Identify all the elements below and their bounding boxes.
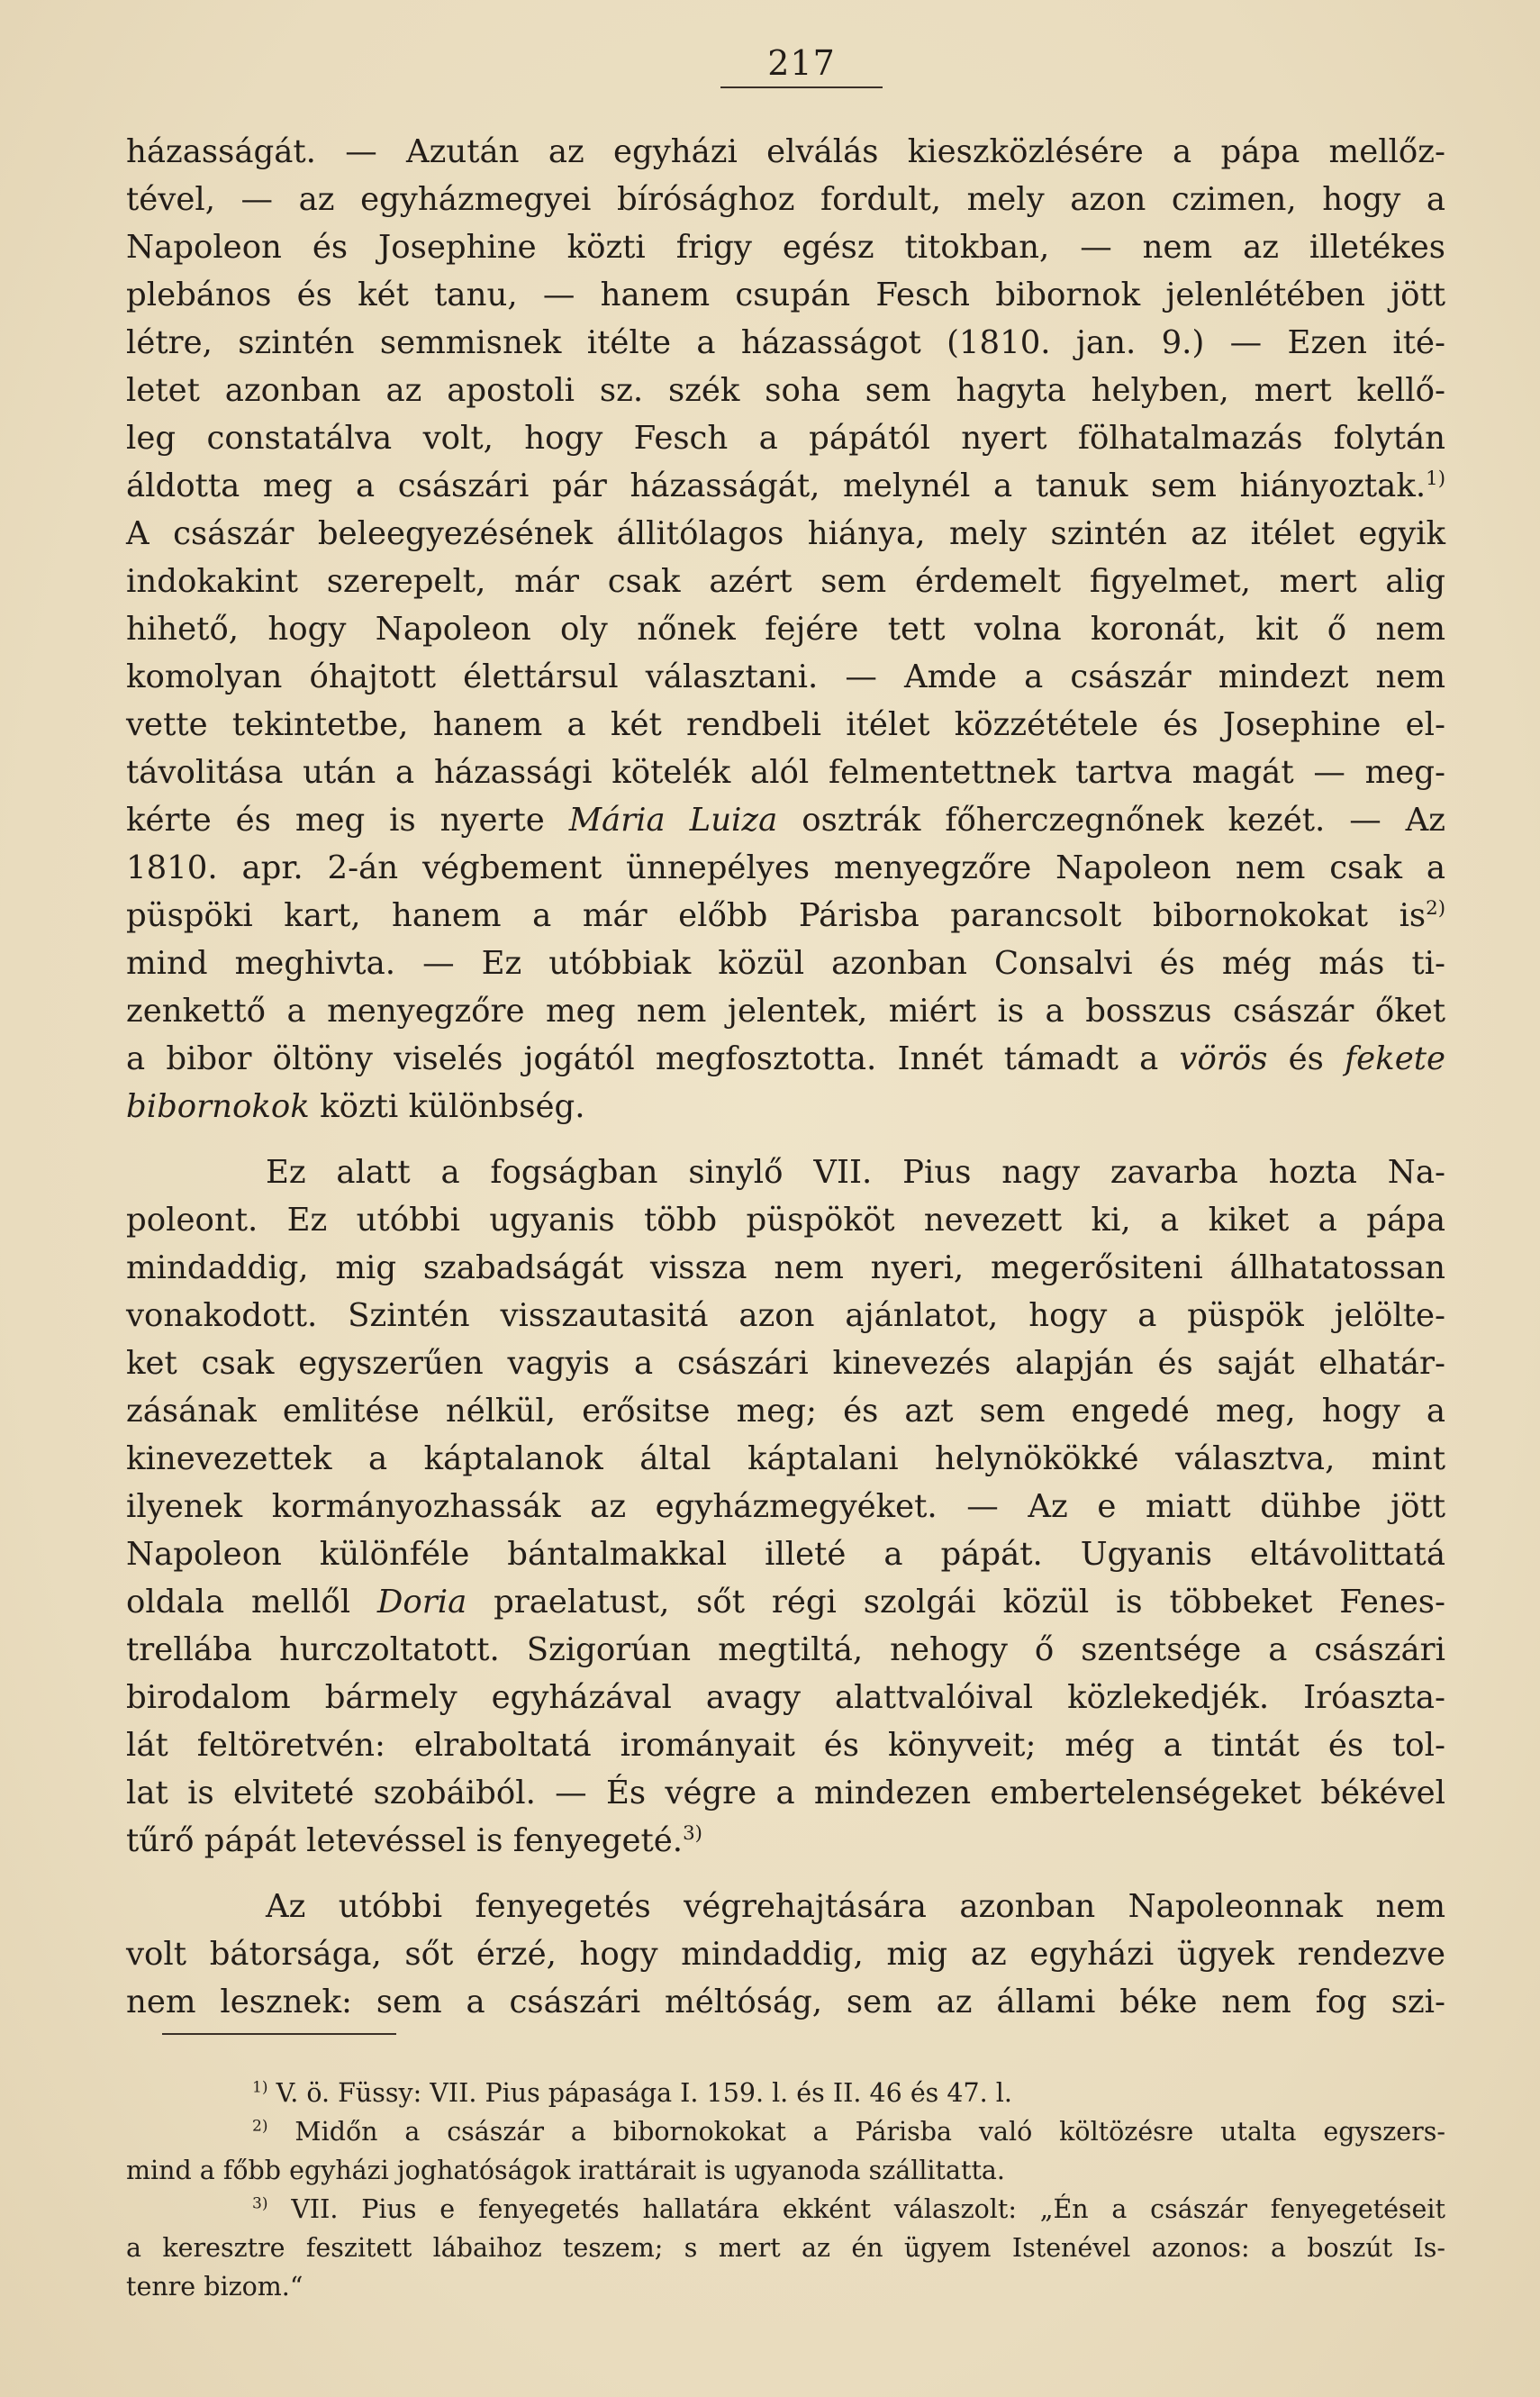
text-line	[126, 892, 1445, 940]
text-run: osztrák főherczegnőnek kezét. — Az	[802, 802, 1445, 839]
text-line: plebános és két tanu, — hanem csupán Fesch bibornok jelenlétében jött	[126, 277, 1445, 313]
italic-word: fekete	[1345, 1040, 1445, 1077]
footnote-line: a keresztre feszitett lábaihoz teszem; s mert az én ügyem Istenével azonos: a boszút Is-	[126, 2233, 1445, 2263]
text-line: létre, szintén semmisnek itélte a házasságot (1810. jan. 9.) — Ezen ité-	[126, 324, 1445, 361]
text-line: komolyan óhajtott élettársul választani. — Amde a császár mindezt nem	[126, 658, 1445, 695]
header-rule	[720, 86, 883, 88]
text-line: indokakint szerepelt, már csak azért sem érdemelt figyelmet, mert alig	[126, 563, 1445, 600]
text-line	[126, 1083, 1445, 1130]
footnote-rule	[162, 2033, 396, 2035]
text-line: volt bátorsága, sőt érzé, hogy mindaddig, mig az egyházi ügyek rendezve	[126, 1936, 1445, 1973]
text-line: ket csak egyszerűen vagyis a császári kinevezés alapján és saját elhatár-	[126, 1345, 1445, 1382]
text-line: birodalom bármely egyházával avagy alattvalóival közlekedjék. Iróaszta-	[126, 1679, 1445, 1716]
italic-word: bibornokok	[126, 1088, 310, 1125]
italic-word: vörös	[1179, 1040, 1268, 1077]
text-line: leg constatálva volt, hogy Fesch a pápától nyert fölhatalmazás folytán	[126, 420, 1445, 457]
text-line: kinevezettek a káptalanok által káptalani helynökökké választva, mint	[126, 1440, 1445, 1477]
footnote-ref-3: 3)	[683, 1822, 702, 1846]
text-run: közti különbség.	[320, 1088, 585, 1125]
footnote-mark: 3)	[252, 2194, 268, 2213]
footnote-text: VII. Pius e fenyegetés hallatára ekként válaszolt: „Én a császár fenyegetéseit	[291, 2194, 1445, 2224]
text-line	[126, 1035, 1445, 1083]
text-line: 1810. apr. 2-án végbement ünnepélyes menyegzőre Napoleon nem csak a	[126, 849, 1445, 886]
text-line: Napoleon és Josephine közti frigy egész titokban, — nem az illetékes	[126, 229, 1445, 266]
text-run: tűrő pápát letevéssel is fenyegeté.	[126, 1822, 684, 1859]
text-line: Ez alatt a fogságban sinylő VII. Pius nagy zavarba hozta Na-	[266, 1154, 1445, 1191]
body-text	[126, 128, 1445, 2026]
text-line: lát feltöretvén: elraboltatá irományait és könyveit; még a tintát és tol-	[126, 1727, 1445, 1764]
text-line: mind meghivta. — Ez utóbbiak közül azonban Consalvi és még más ti-	[126, 945, 1445, 982]
text-line: tével, — az egyházmegyei bírósághoz fordult, mely azon czimen, hogy a	[126, 181, 1445, 218]
text-line: poleont. Ez utóbbi ugyanis több püspököt nevezett ki, a kiket a pápa	[126, 1202, 1445, 1239]
footnote-line: tenre bizom.“	[126, 2272, 303, 2302]
footnote-3	[126, 2190, 1445, 2306]
text-line	[126, 1578, 1445, 1626]
text-line: mindaddig, mig szabadságát vissza nem nyeri, megerősiteni állhatatossan	[126, 1249, 1445, 1286]
text-line: lat is elviteté szobáiból. — És végre a mindezen embertelenségeket békével	[126, 1775, 1445, 1811]
text-line: trellába hurczoltatott. Szigorúan megtiltá, nehogy ő szentsége a császári	[126, 1631, 1445, 1668]
footnote-ref-1: 1)	[1426, 468, 1445, 491]
footnote-line: mind a főbb egyházi joghatóságok irattárait is ugyanoda szállitatta.	[126, 2156, 1005, 2185]
text-line	[126, 462, 1445, 510]
paragraph-3	[126, 1883, 1445, 2026]
text-line: vette tekintetbe, hanem a két rendbeli itélet közzététele és Josephine el-	[126, 706, 1445, 743]
footnote-line	[126, 2112, 1445, 2151]
text-run: kérte és meg is nyerte	[126, 802, 545, 839]
footnote-text: Midőn a császár a bibornokokat a Párisba való költözésre utalta egyszers-	[294, 2117, 1445, 2147]
footnote-2	[126, 2112, 1445, 2190]
footnote-line	[126, 2190, 1445, 2229]
text-line: ilyenek kormányozhassák az egyházmegyéket. — Az e miatt dühbe jött	[126, 1488, 1445, 1525]
text-run: áldotta meg a császári pár házasságát, melynél a tanuk sem hiányoztak.	[126, 468, 1427, 504]
footnote-text: V. ö. Füssy: VII. Pius pápasága I. 159. l. és II. 46 és 47. l.	[276, 2078, 1012, 2108]
footnote-ref-2: 2)	[1426, 897, 1445, 921]
text-line: nem lesznek: sem a császári méltóság, sem az állami béke nem fog szi-	[126, 1984, 1445, 2020]
text-run: és	[1288, 1040, 1324, 1077]
text-line: letet azonban az apostoli sz. szék soha sem hagyta helyben, mert kellő-	[126, 372, 1445, 409]
footnote-1	[126, 2074, 1445, 2112]
footnotes	[126, 2074, 1445, 2306]
text-line: vonakodott. Szintén visszautasitá azon ajánlatot, hogy a püspök jelölte-	[126, 1297, 1445, 1334]
text-line: távolitása után a házassági kötelék alól felmentettnek tartva magát — meg-	[126, 754, 1445, 791]
footnote-line	[126, 2074, 1445, 2112]
text-run: oldala mellől	[126, 1584, 351, 1621]
text-line: Napoleon különféle bántalmakkal illeté a pápát. Ugyanis eltávolittatá	[126, 1536, 1445, 1573]
italic-name: Doria	[376, 1584, 467, 1621]
text-run: praelatust, sőt régi szolgái közül is többeket Fenes-	[494, 1584, 1445, 1621]
text-line	[126, 796, 1445, 844]
italic-name: Mária Luiza	[568, 802, 778, 839]
text-line: Az utóbbi fenyegetés végrehajtására azonban Napoleonnak nem	[266, 1888, 1445, 1925]
text-line: zenkettő a menyegzőre meg nem jelentek, miért is a bosszus császár őket	[126, 993, 1445, 1030]
paragraph-2	[126, 1149, 1445, 1865]
footnote-mark: 2)	[252, 2117, 268, 2136]
text-run: püspöki kart, hanem a már előbb Párisba parancsolt bibornokokat is	[126, 897, 1427, 934]
text-line: A császár beleegyezésének állitólagos hiánya, mely szintén az itélet egyik	[126, 515, 1445, 552]
text-line: házasságát. — Azután az egyházi elválás kieszközlésére a pápa mellőz-	[126, 133, 1445, 170]
text-line	[126, 1817, 1445, 1865]
paragraph-1	[126, 128, 1445, 1130]
page-number: 217	[767, 43, 836, 83]
text-line: zásának emlitése nélkül, erősitse meg; és azt sem engedé meg, hogy a	[126, 1393, 1445, 1430]
footnote-mark: 1)	[252, 2078, 268, 2097]
text-run: a bibor öltöny viselés jogától megfosztotta. Innét támadt a	[126, 1040, 1159, 1077]
text-line: hihető, hogy Napoleon oly nőnek fejére tett volna koronát, kit ő nem	[126, 611, 1445, 648]
